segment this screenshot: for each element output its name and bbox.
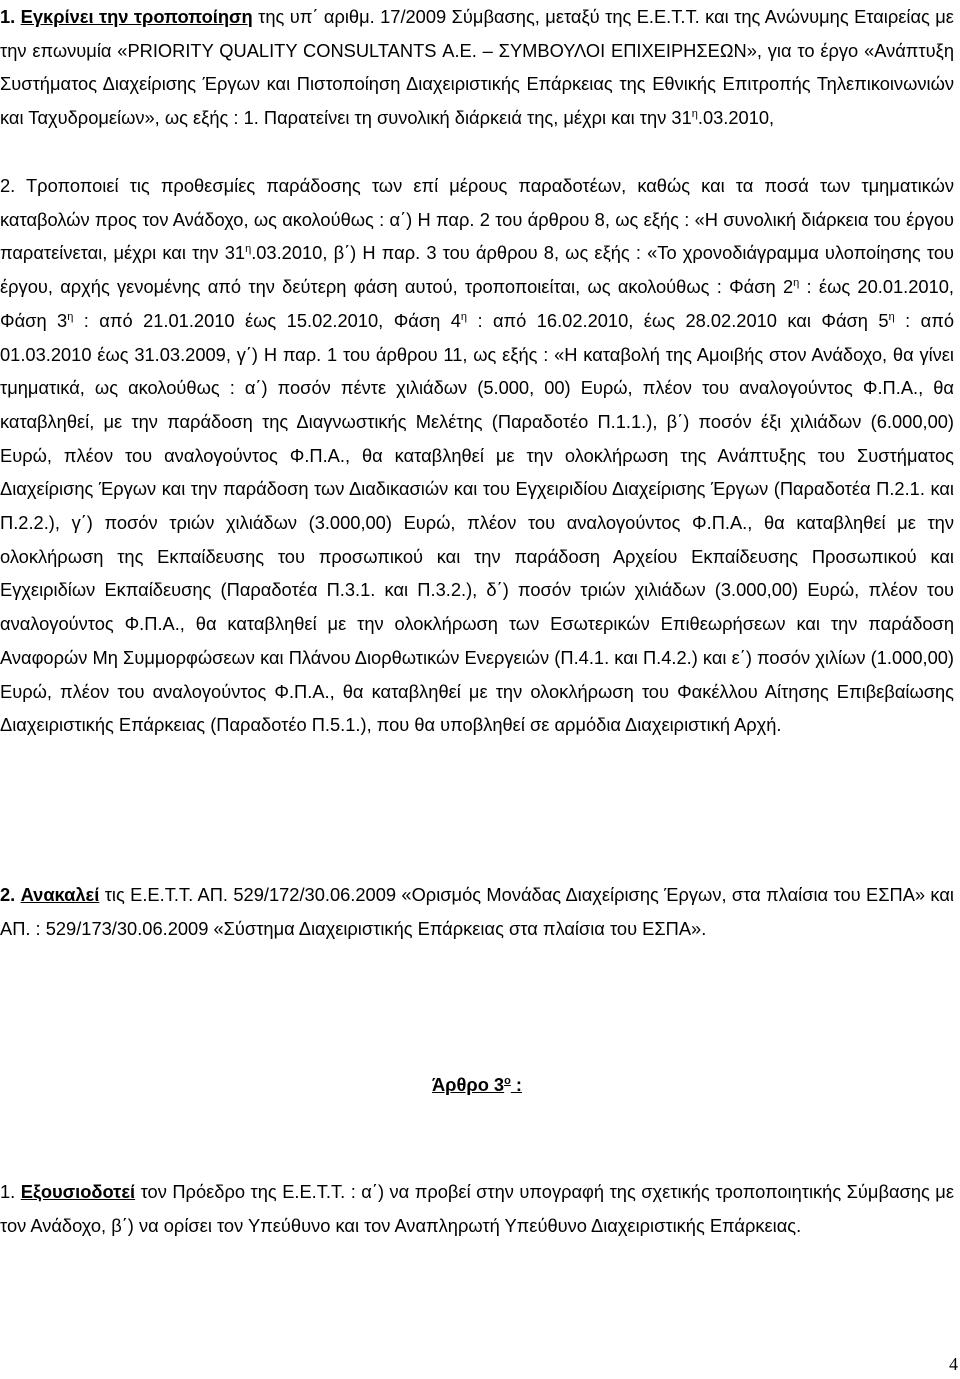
article-item-1-paragraph — [0, 1175, 954, 1242]
article-item-1-keyword: Εξουσιοδοτεί — [20, 1181, 136, 1202]
page-number: 4 — [949, 1354, 958, 1374]
item-1-text: της υπ΄ αριθμ. 17/2009 Σύμβασης, μεταξύ της Ε.Ε.Τ.Τ. και της Ανώνυμης Εταιρείας με την επωνυμία «PRIORITY QUALITY CONSULTANTS Α.Ε. – ΣΥΜΒΟΥΛΟΙ ΕΠΙΧΕΙΡΗΣΕΩΝ», για το έργο «Ανάπτυξη Συστήματος Διαχείρισης Έργων και Πιστοποίηση Διαχειριστικής Επάρκειας της Εθνικής Επιτροπής Τηλεπικοινωνιών και Ταχυδρομείων», ως εξής : — [0, 6, 954, 129]
article-heading: Άρθρο $3^o$ : — [431, 1074, 523, 1095]
item-1-keyword: Εγκρίνει την τροποποίηση — [20, 6, 253, 27]
article-item-1-text: τον Πρόεδρο της Ε.Ε.Τ.Τ. : α΄) να προβεί στην υπογραφή της σχετικής τροποποιητικής Σύμβασης με τον Ανάδοχο, β΄) να ορίσει τον Υπεύθυνο και τον Αναπληρωτή Υπεύθυνο Διαχειριστικής Επάρκειας. — [0, 1181, 954, 1236]
item-2-keyword: Ανακαλεί — [20, 884, 100, 905]
item-2-number: 2. — [0, 884, 16, 905]
item-2-paragraph — [0, 878, 954, 945]
item-1-paragraph: 1. Εγκρίνει την τροποποίηση της υπ΄ αριθμ. 17/2009 Σύμβασης, μεταξύ της Ε.Ε.Τ.Τ. και της Ανώνυμης Εταιρείας με την επωνυμία «PRIORITY QUALITY CONSULTANTS Α.Ε. – ΣΥΜΒΟΥΛΟΙ ΕΠΙΧΕΙΡΗΣΕΩΝ», για το έργο «Ανάπτυξη Συστήματος Διαχείρισης Έργων και Πιστοποίηση Διαχειριστικής Επάρκειας της Εθνικής Επιτροπής Τηλεπικοινωνιών και Ταχυδρομείων», ως εξής : 1. Παρατείνει τη συνολική διάρκειά της, μέχρι και την $31^\eta.03.2010$, — [0, 6, 954, 129]
item-1-number: 1. — [0, 6, 16, 27]
item-1-sub2-paragraph: 2. Τροποποιεί τις προθεσμίες παράδοσης των επί μέρους παραδοτέων, καθώς και τα ποσά των τμηματικών καταβολών προς τον Ανάδοχο, ως ακολούθως : α΄) Η παρ. 2 του άρθρου 8, ως εξής : «Η συνολική διάρκεια του έργου παρατείνεται, μέχρι και την $31^\eta.03.2010$, β΄) Η παρ. 3 του άρθρου 8, ως εξής : «Το χρονοδιάγραμμα υλοποίησης του έργου, αρχής γενομένης από την δεύτερη φάση αυτού, τροποποιείται, ως ακολούθως : Φάση $2^\eta$ : έως 20.01.2010, Φάση $3^\eta$ : από 21.01.2010 έως 15.02.2010, Φάση $4^\eta$ : από 16.02.2010, έως 28.02.2010 και Φάση $5^\eta$ : από 01.03.2010 έως 31.03.2009, γ΄) Η παρ. 1 του άρθρου 11, ως εξής : «Η καταβολή της Αμοιβής στον Ανάδοχο, θα γίνει τμηματικά, ως ακολούθως : α΄) ποσόν πέντε χιλιάδων (5.000, 00) Ευρώ, πλέον του αναλογούντος Φ.Π.Α., θα καταβληθεί, με την παράδοση της Διαγνωστικής Μελέτης (Παραδοτέο Π.1.1.), β΄) ποσόν έξι χιλιάδων (6.000,00) Ευρώ, πλέον του αναλογούντος Φ.Π.Α., θα καταβληθεί με την ολοκλήρωση της Ανάπτυξης του Συστήματος Διαχείρισης Έργων και την παράδοση των Διαδικασιών και του Εγχειριδίου Διαχείρισης Έργων (Παραδοτέα Π.2.1. και Π.2.2.), γ΄) ποσόν τριών χιλιάδων (3.000,00) Ευρώ, πλέον του αναλογούντος Φ.Π.Α., θα καταβληθεί με την ολοκλήρωση της Εκπαίδευσης του προσωπικού και την παράδοση Αρχείου Εκπαίδευσης Προσωπικού και Εγχειριδίων Εκπαίδευσης (Παραδοτέα Π.3.1. και Π.3.2.), δ΄) ποσόν τριών χιλιάδων (3.000,00) Ευρώ, πλέον του αναλογούντος Φ.Π.Α., θα καταβληθεί με την ολοκλήρωση των Εσωτερικών Επιθεωρήσεων και την παράδοση Αναφορών Μη Συμμορφώσεων και Πλάνου Διορθωτικών Ενεργειών (Π.4.1. και Π.4.2.) και ε΄) ποσόν χιλίων (1.000,00) Ευρώ, πλέον του αναλογούντος Φ.Π.Α., θα καταβληθεί με την ολοκλήρωση του Φακέλλου Αίτησης Επιβεβαίωσης Διαχειριστικής Επάρκειας (Παραδοτέο Π.5.1.), που θα υποβληθεί σε αρμόδια Διαχειριστική Αρχή. — [0, 175, 955, 736]
article-item-1-number: 1. — [0, 1181, 16, 1202]
item-2-text: τις Ε.Ε.Τ.Τ. ΑΠ. 529/172/30.06.2009 «Ορισμός Μονάδας Διαχείρισης Έργων, στα πλαίσια του ΕΣΠΑ» και ΑΠ. : 529/173/30.06.2009 «Σύστημα Διαχειριστικής Επάρκειας στα πλαίσια του ΕΣΠΑ». — [0, 884, 954, 939]
